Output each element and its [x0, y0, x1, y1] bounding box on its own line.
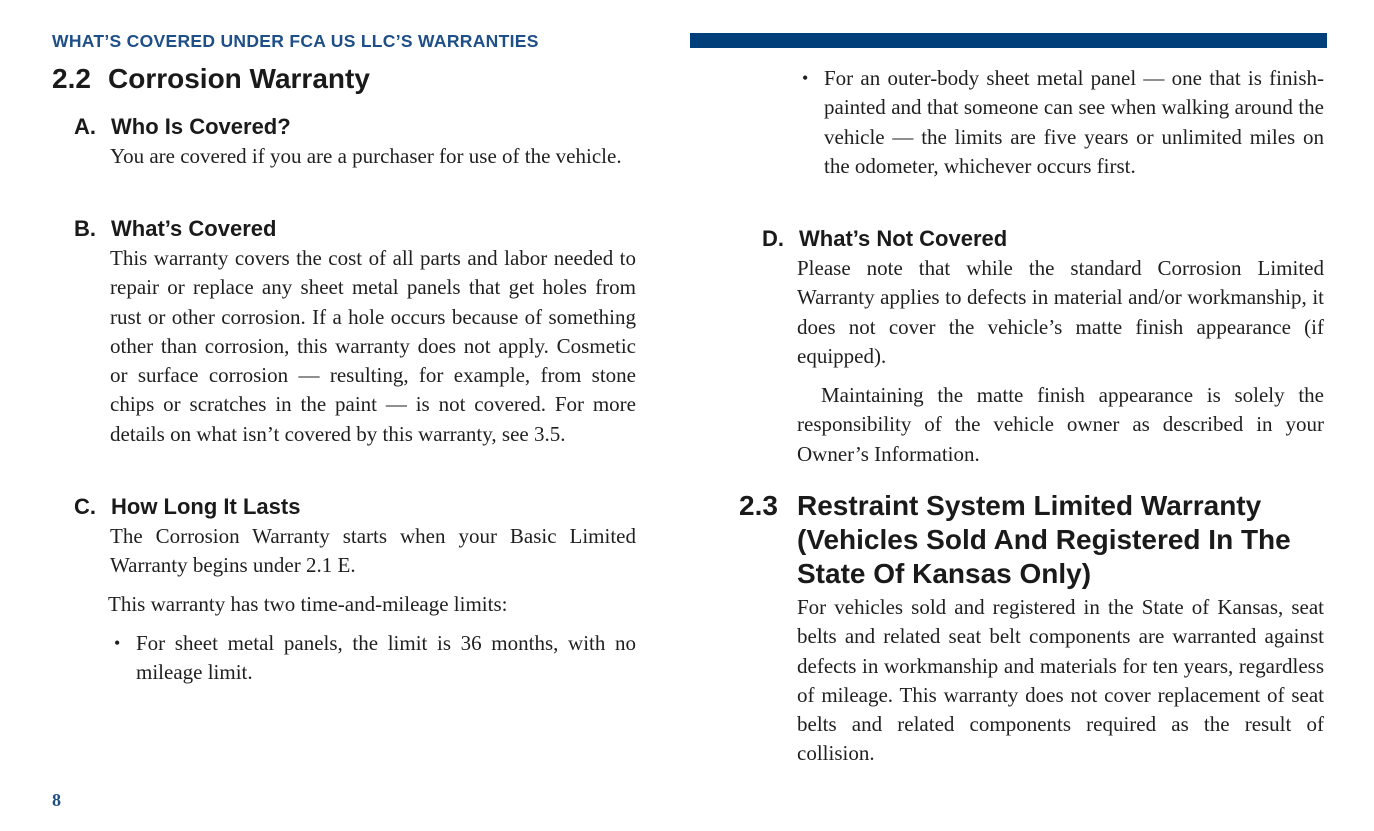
subsection-a-title: Who Is Covered? [111, 114, 291, 139]
subsection-b-letter: B. [74, 216, 96, 241]
subsection-c-bullet-1 [114, 629, 636, 688]
subsection-d-text-1: Please note that while the standard Corrosion Limited Warranty applies to defects in material and/or workmanship, it does not cover the vehicle’s matte finish appearance (if equipped). [797, 256, 1324, 368]
subsection-c-letter: C. [74, 494, 96, 519]
subsection-c-bullet-2 [802, 64, 1324, 181]
section-2-3-title-line-1: Restraint System Limited Warranty [797, 490, 1262, 521]
section-2-2-title [52, 62, 612, 96]
section-2-3-number: 2.3 [739, 490, 778, 521]
section-2-2-number: 2.2 [52, 63, 91, 94]
subsection-c-text-2: This warranty has two time-and-mileage limits: [108, 592, 508, 616]
section-2-3-title-line-3: State Of Kansas Only) [797, 558, 1092, 589]
section-2-3-text: For vehicles sold and registered in the State of Kansas, seat belts and related seat belt components are warranted against defects in workmanship and materials for ten years, regardless of mileage. This warranty does not cover replacement of seat belts and related components required as the result of collision. [797, 595, 1324, 766]
subsection-d-title: What’s Not Covered [799, 226, 1008, 251]
subsection-a-heading [74, 113, 291, 141]
bullet-icon: • [114, 633, 121, 653]
subsection-c-heading [74, 493, 300, 521]
subsection-d-heading [762, 225, 1007, 253]
bullet-text: For an outer-body sheet metal panel — one that is finish-painted and that someone can see when walking around the vehicle — the limits are five years or unlimited miles on the odometer, whichever occurs first. [824, 66, 1324, 178]
page-number: 8 [52, 790, 61, 810]
subsection-b-heading [74, 215, 276, 243]
section-2-3-title-line-2: (Vehicles Sold And Registered In The [797, 524, 1291, 555]
subsection-d-letter: D. [762, 226, 784, 251]
section-2-2-title-text: Corrosion Warranty [108, 63, 370, 94]
subsection-b-title: What’s Covered [111, 216, 277, 241]
section-2-3-title [739, 489, 1329, 593]
subsection-c-title: How Long It Lasts [111, 494, 301, 519]
subsection-d-text-2: Maintaining the matte finish appearance is solely the responsibility of the vehicle owner as described in your Owner’s Information. [797, 383, 1324, 466]
running-head: WHAT’S COVERED UNDER FCA US LLC’S WARRANTIES [52, 31, 539, 51]
bullet-text: For sheet metal panels, the limit is 36 months, with no mileage limit. [136, 631, 636, 685]
subsection-a-text: You are covered if you are a purchaser for use of the vehicle. [110, 144, 622, 168]
subsection-a-letter: A. [74, 114, 96, 139]
header-bar [690, 33, 1327, 48]
subsection-b-text: This warranty covers the cost of all parts and labor needed to repair or replace any sheet metal panels that get holes from rust or other corrosion. If a hole occurs because of something other than corrosion, this warranty does not apply. Cosmetic or surface corrosion — resulting, for example, from stone chips or scratches in the paint — is not covered. For more details on what isn’t covered by this warranty, see 3.5. [110, 246, 636, 446]
bullet-icon: • [802, 68, 809, 88]
subsection-c-text-1: The Corrosion Warranty starts when your Basic Limited Warranty begins under 2.1 E. [110, 524, 636, 578]
